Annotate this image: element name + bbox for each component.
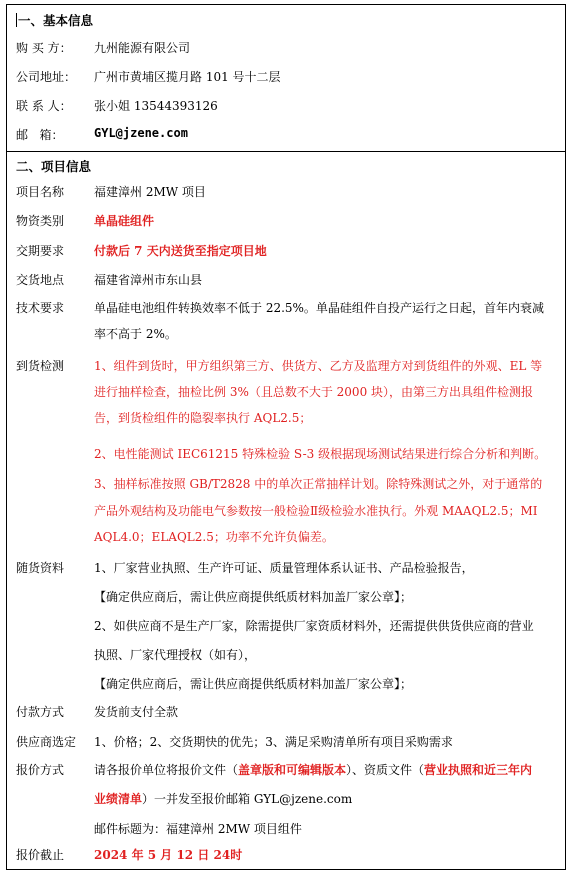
title-bar <box>16 13 17 27</box>
inspection-line: 进行抽样检查，抽检比例 3%（且总数不大于 2000 块），由第三方出具组件检测报 <box>94 385 534 399</box>
inspection-line: 1、组件到货时，甲方组织第三方、供货方、乙方及监理方对到货组件的外观、EL 等 <box>94 359 543 373</box>
tech-req-line: 单晶硅电池组件转换效率不低于 22.5%。单晶硅组件自投产运行之日起，首年内衰减 <box>94 301 544 315</box>
procurement-document <box>6 4 566 870</box>
deadline-label: 报价截止 <box>16 848 65 862</box>
documents-line: 【确定供应商后，需让供应商提供纸质材料加盖厂家公章】； <box>94 590 413 604</box>
inspection-line: 2、电性能测试 IEC61215 特殊检验 S-3 级根据现场测试结果进行综合分析和判断。 <box>94 447 547 461</box>
project-name-label: 项目名称 <box>16 185 65 199</box>
supplier-selection-value: 1、价格；2、交货期快的优先；3、满足采购清单所有项目采购需求 <box>94 735 453 749</box>
inspection-label: 到货检测 <box>16 359 65 373</box>
supplier-selection-label: 供应商选定 <box>16 735 77 749</box>
inspection-line: AQL4.0；ELAQL2.5；功率不允许负偏差。 <box>94 530 334 544</box>
inspection-line: 产品外观结构及功能电气参数按一般检验Ⅱ级检验水准执行。外观 MAAQL2.5；MI <box>94 504 538 518</box>
stamped-editable-highlight: 盖章版和可编辑版本 <box>238 763 347 777</box>
delivery-place-value: 福建省漳州市东山县 <box>94 273 203 287</box>
section-title-project: 二、项目信息 <box>16 159 92 174</box>
basic-info-section <box>7 5 565 152</box>
tech-req-line: 率不高于 2%。 <box>94 327 177 341</box>
performance-list-highlight: 业绩清单 <box>94 792 143 806</box>
payment-label: 付款方式 <box>16 705 65 719</box>
contact-value: 张小姐 13544393126 <box>94 99 218 113</box>
delivery-req-value: 付款后 7 天内送货至指定项目地 <box>94 244 267 258</box>
delivery-req-label: 交期要求 <box>16 244 65 258</box>
inspection-line: 3、抽样标准按照 GB/T2828 中的单次正常抽样计划。除特殊测试之外，对于通常的 <box>94 477 543 491</box>
deadline-value: 2024 年 5 月 12 日 24时 <box>94 848 243 862</box>
address-label: 公司地址： <box>16 70 77 84</box>
material-label: 物资类别 <box>16 214 65 228</box>
documents-line: 【确定供应商后，需让供应商提供纸质材料加盖厂家公章】； <box>94 677 413 691</box>
tech-req-label: 技术要求 <box>16 301 65 315</box>
quotation-label: 报价方式 <box>16 763 65 777</box>
delivery-place-label: 交货地点 <box>16 273 65 287</box>
buyer-label: 购 买 方： <box>16 41 72 55</box>
email-value[interactable]: GYL@jzene.com <box>94 126 188 140</box>
material-value: 单晶硅组件 <box>94 214 155 228</box>
documents-label: 随货资料 <box>16 561 65 575</box>
payment-value: 发货前支付全款 <box>94 705 179 719</box>
email-subject-line: 邮件标题为：福建漳州 2MW 项目组件 <box>94 822 302 836</box>
documents-line: 2、如供应商不是生产厂家，除需提供厂家资质材料外，还需提供供货供应商的营业 <box>94 619 534 633</box>
quotation-line: 业绩清单）一并发至报价邮箱 GYL@jzene.com <box>94 792 353 806</box>
buyer-value: 九州能源有限公司 <box>94 41 191 55</box>
address-value: 广州市黄埔区揽月路 101 号十二层 <box>94 70 281 84</box>
inspection-line: 告，到货检组件的隐裂率执行 AQL2.5； <box>94 411 312 425</box>
documents-line: 执照、厂家代理授权（如有）， <box>94 648 257 662</box>
contact-label: 联 系 人： <box>16 99 72 113</box>
project-name-value: 福建漳州 2MW 项目 <box>94 185 206 199</box>
documents-line: 1、厂家营业执照、生产许可证、质量管理体系认证书、产品检验报告， <box>94 561 474 575</box>
quotation-line: 请各报价单位将报价文件（盖章版和可编辑版本）、资质文件（营业执照和近三年内 <box>94 763 533 777</box>
email-label: 邮 箱： <box>16 128 64 142</box>
section-title-basic: 一、基本信息 <box>18 13 94 28</box>
license-highlight: 营业执照和近三年内 <box>424 763 533 777</box>
